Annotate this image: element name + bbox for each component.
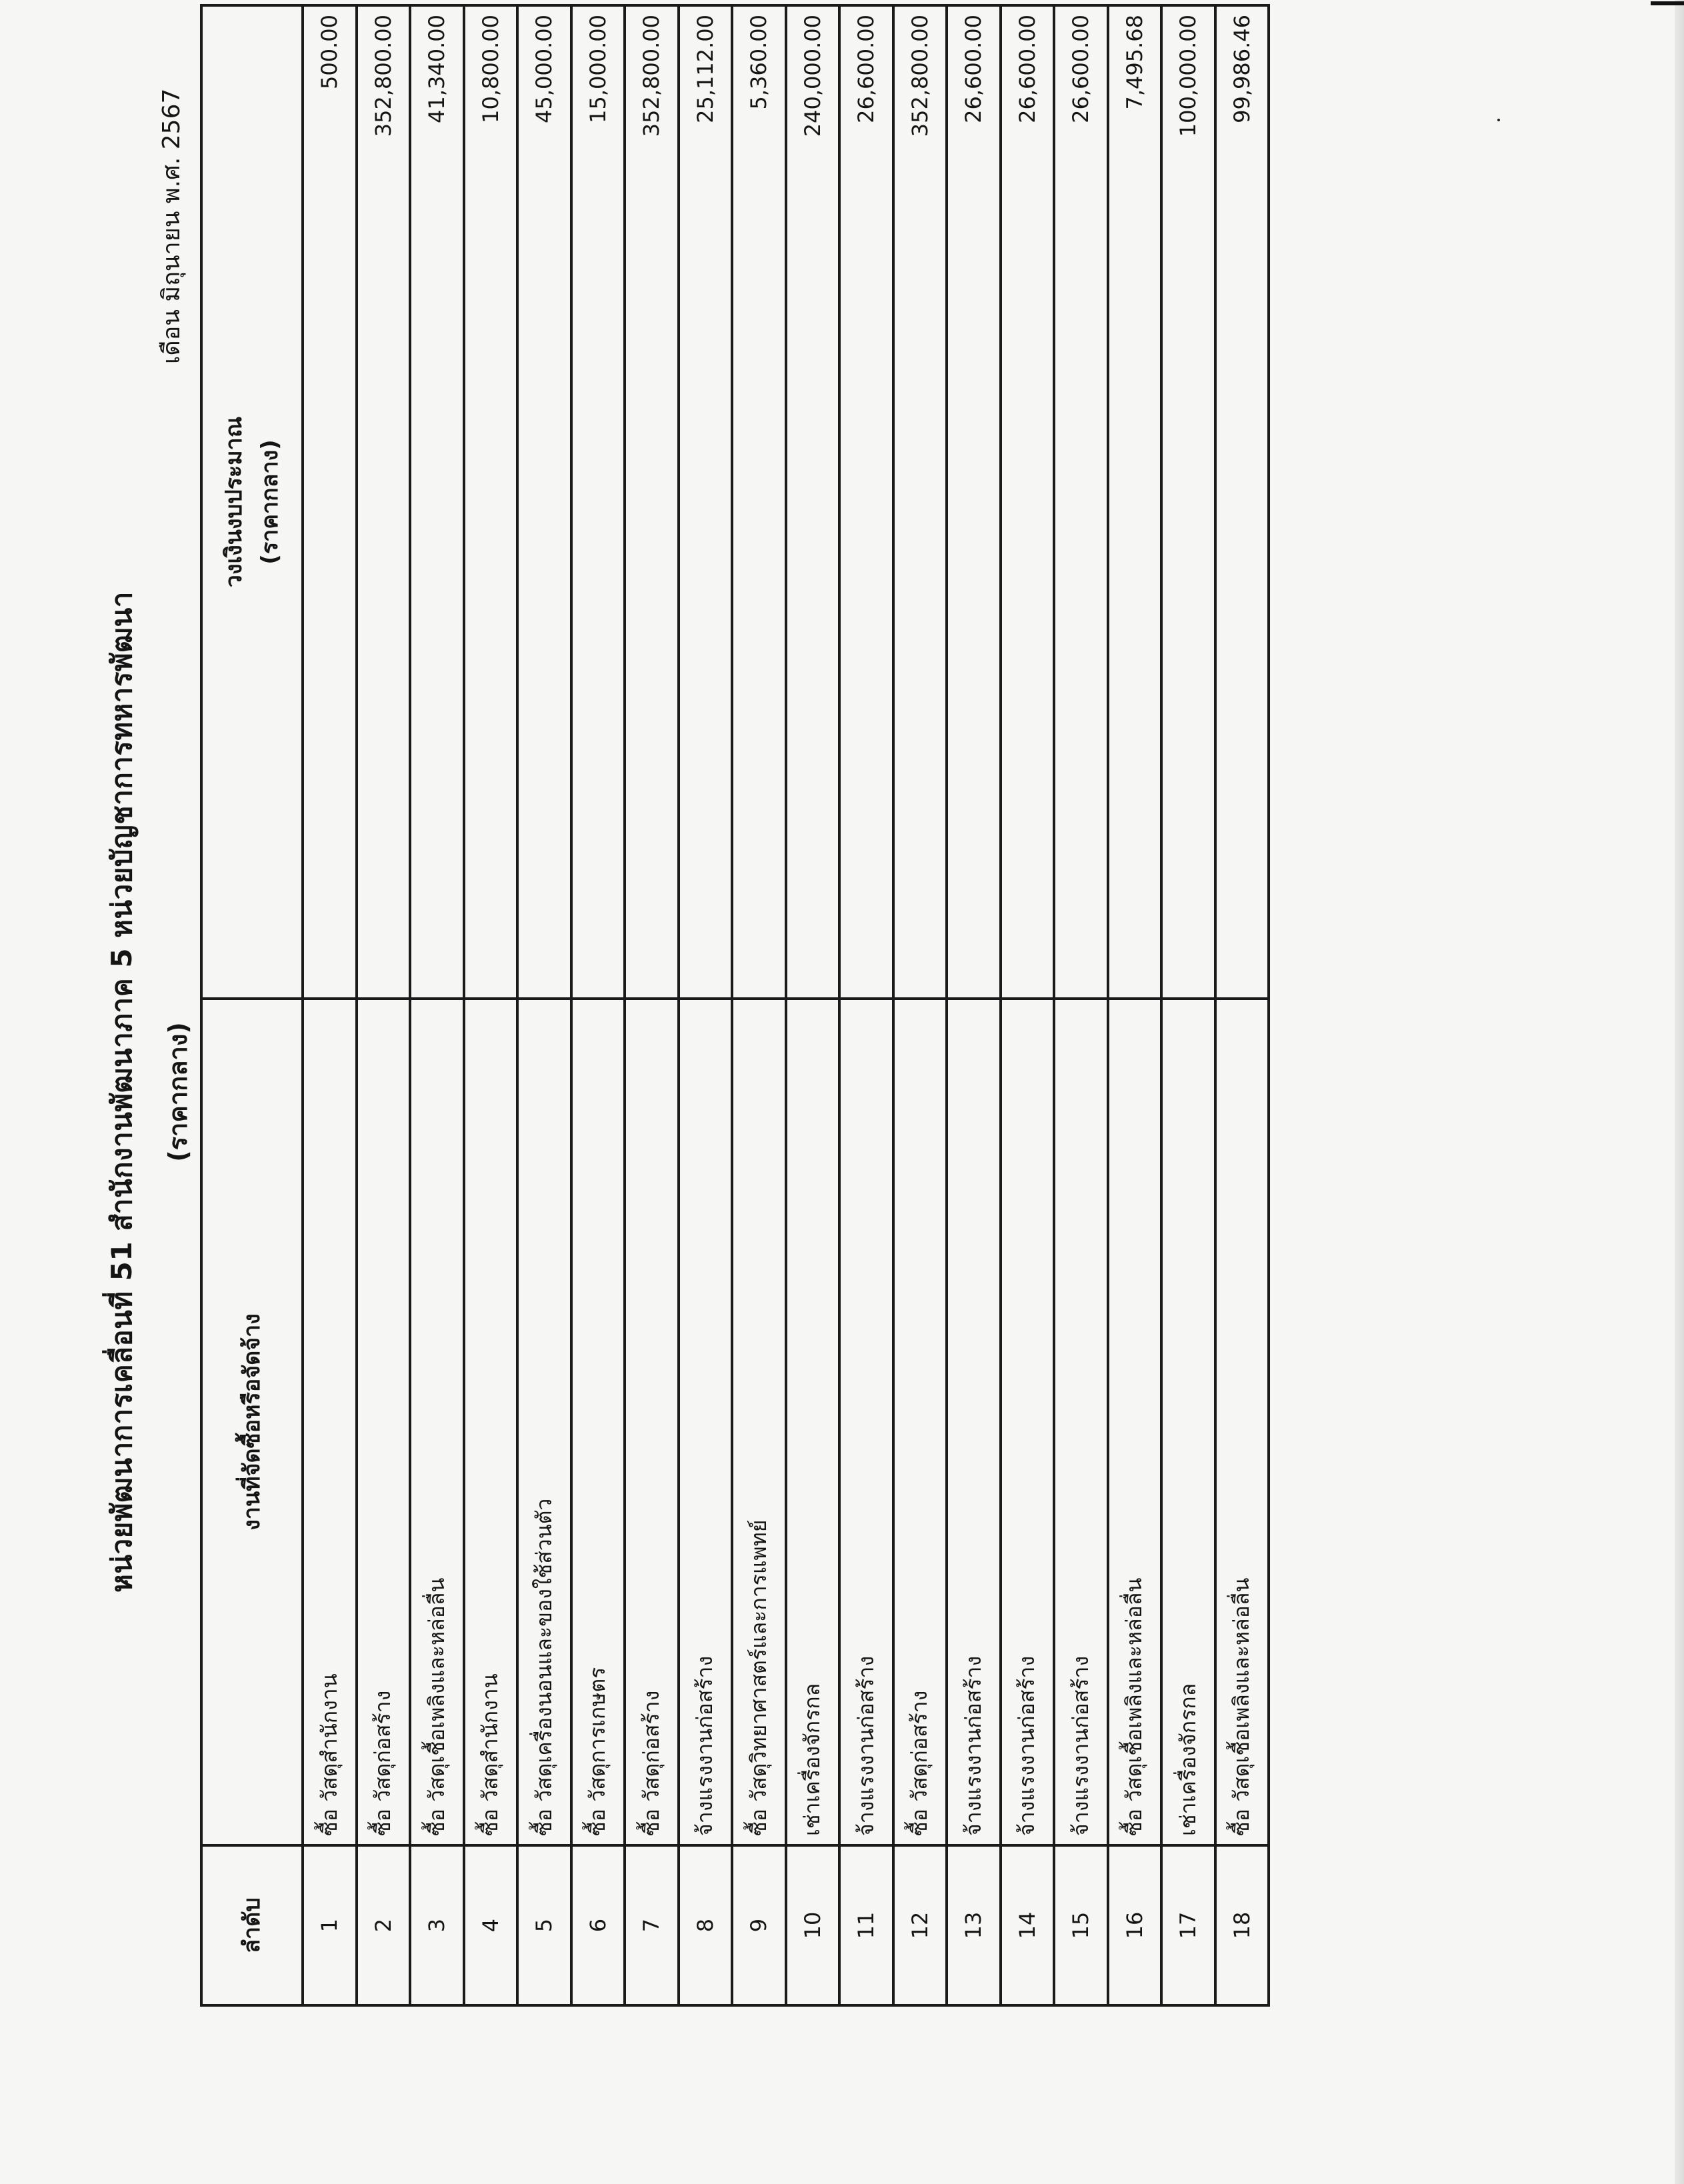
table-row xyxy=(732,5,786,2005)
table-row xyxy=(1054,5,1108,2005)
table-row xyxy=(517,5,571,2005)
cell-no: 16 xyxy=(1108,1845,1162,2005)
cell-budget: 25,112.00 xyxy=(679,5,733,999)
cell-budget: 15,000.00 xyxy=(571,5,625,999)
table-header-row xyxy=(201,5,303,2005)
cell-item: ซื้อ วัสดุเครื่องนอนและของใช้ส่วนตัว xyxy=(517,999,571,1845)
cell-item: ซื้อ วัสดุสำนักงาน xyxy=(303,999,357,1845)
column-header-budget xyxy=(201,5,303,999)
cell-item: ซื้อ วัสดุวิทยาศาสตร์และการแพทย์ xyxy=(732,999,786,1845)
cell-item: ซื้อ วัสดุเชื้อเพลิงและหล่อลื่น xyxy=(410,999,464,1845)
table-row xyxy=(1108,5,1162,2005)
cell-budget: 5,360.00 xyxy=(732,5,786,999)
cell-no: 13 xyxy=(947,1845,1001,2005)
cell-item: ซื้อ วัสดุก่อสร้าง xyxy=(357,999,411,1845)
table-row xyxy=(357,5,411,2005)
cell-no: 18 xyxy=(1215,1845,1269,2005)
cell-no: 1 xyxy=(303,1845,357,2005)
cell-item: จ้างแรงงานก่อสร้าง xyxy=(1001,999,1055,1845)
cell-item: ซื้อ วัสดุก่อสร้าง xyxy=(893,999,947,1845)
cell-no: 10 xyxy=(786,1845,840,2005)
column-header-no: ลำดับ xyxy=(201,1845,303,2005)
table-row xyxy=(625,5,679,2005)
cell-item: ซื้อ วัสดุสำนักงาน xyxy=(464,999,518,1845)
document-title: หน่วยพัฒนาการเคลื่อนที่ 51 สำนักงานพัฒนาภาค 5 หน่วยบัญชาการทหารพัฒนา xyxy=(105,591,138,1593)
cell-item: ซื้อ วัสดุการเกษตร xyxy=(571,999,625,1845)
document-subtitle: (ราคากลาง) xyxy=(163,1022,193,1162)
cell-budget: 26,600.00 xyxy=(839,5,893,999)
cell-budget: 26,600.00 xyxy=(947,5,1001,999)
table-row xyxy=(303,5,357,2005)
table-row xyxy=(1161,5,1215,2005)
cell-item: ซื้อ วัสดุเชื้อเพลิงและหล่อลื่น xyxy=(1108,999,1162,1845)
table-row xyxy=(786,5,840,2005)
cell-no: 4 xyxy=(464,1845,518,2005)
document-month: เดือน มิถุนายน พ.ศ. 2567 xyxy=(158,88,185,364)
table-row xyxy=(1001,5,1055,2005)
table-row xyxy=(893,5,947,2005)
cell-budget: 352,800.00 xyxy=(893,5,947,999)
cell-budget: 10,800.00 xyxy=(464,5,518,999)
table-row xyxy=(1215,5,1269,2005)
cell-item: จ้างแรงงานก่อสร้าง xyxy=(947,999,1001,1845)
column-header-budget-sub: (ราคากลาง) xyxy=(257,439,283,565)
cell-budget: 26,600.00 xyxy=(1054,5,1108,999)
cell-item: ซื้อ วัสดุเชื้อเพลิงและหล่อลื่น xyxy=(1215,999,1269,1845)
cell-no: 15 xyxy=(1054,1845,1108,2005)
table-row xyxy=(839,5,893,2005)
cell-budget: 45,000.00 xyxy=(517,5,571,999)
cell-item: ซื้อ วัสดุก่อสร้าง xyxy=(625,999,679,1845)
column-header-item: งานที่จัดซื้อหรือจัดจ้าง xyxy=(201,999,303,1845)
cell-no: 12 xyxy=(893,1845,947,2005)
table-body xyxy=(303,5,1269,2005)
cell-no: 7 xyxy=(625,1845,679,2005)
cell-item: จ้างแรงงานก่อสร้าง xyxy=(679,999,733,1845)
table-row xyxy=(464,5,518,2005)
cell-no: 2 xyxy=(357,1845,411,2005)
cell-budget: 500.00 xyxy=(303,5,357,999)
cell-no: 14 xyxy=(1001,1845,1055,2005)
table-row xyxy=(947,5,1001,2005)
cell-budget: 26,600.00 xyxy=(1001,5,1055,999)
cell-no: 3 xyxy=(410,1845,464,2005)
cell-no: 5 xyxy=(517,1845,571,2005)
procurement-table xyxy=(200,4,1270,2007)
table-row xyxy=(679,5,733,2005)
cell-budget: 352,800.00 xyxy=(625,5,679,999)
cell-budget: 41,340.00 xyxy=(410,5,464,999)
cell-no: 6 xyxy=(571,1845,625,2005)
cell-no: 8 xyxy=(679,1845,733,2005)
cell-item: เช่าเครื่องจักรกล xyxy=(1161,999,1215,1845)
cell-item: จ้างแรงงานก่อสร้าง xyxy=(839,999,893,1845)
cell-budget: 7,495.68 xyxy=(1108,5,1162,999)
cell-no: 9 xyxy=(732,1845,786,2005)
cell-no: 11 xyxy=(839,1845,893,2005)
cell-budget: 99,986.46 xyxy=(1215,5,1269,999)
cell-no: 17 xyxy=(1161,1845,1215,2005)
cell-budget: 240,000.00 xyxy=(786,5,840,999)
cell-item: จ้างแรงงานก่อสร้าง xyxy=(1054,999,1108,1845)
cell-item: เช่าเครื่องจักรกล xyxy=(786,999,840,1845)
cell-budget: 352,800.00 xyxy=(357,5,411,999)
table-row xyxy=(410,5,464,2005)
cell-budget: 100,000.00 xyxy=(1161,5,1215,999)
table-row xyxy=(571,5,625,2005)
column-header-budget-label: วงเงินงบประมาณ xyxy=(220,416,247,588)
